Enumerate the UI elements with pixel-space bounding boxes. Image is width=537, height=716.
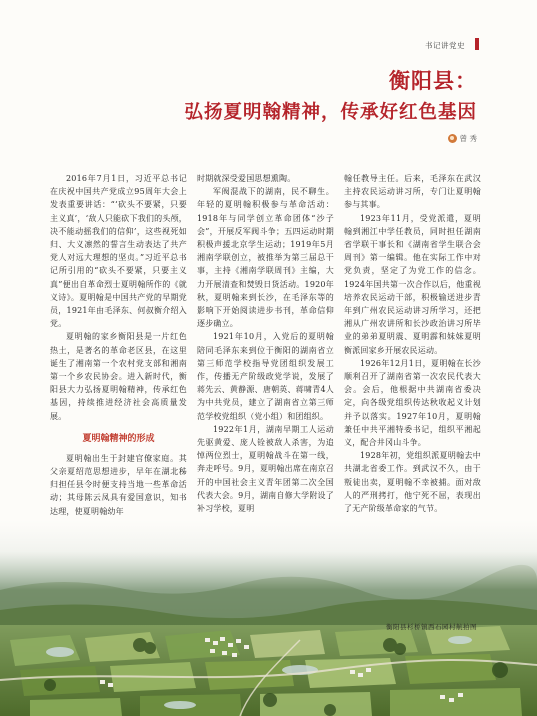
paragraph-continuation: 翰任教导主任。后来，毛泽东在武汉主持农民运动讲习所，专门让夏明翰参与其事。 bbox=[344, 174, 481, 210]
paragraph-continuation: 时期就深受爱国思想熏陶。 bbox=[197, 174, 296, 183]
paragraph: 1922年1月，湖南早期工人运动先驱黄爱、庞人铨被敌人杀害，为追悼两位烈士，夏明翰战斗在第一线，奔走呼号。9月，夏明翰出席在南京召开的中国社会主义青年团第二次全国代表大会。9月，湖南自修大学附设了补习学校，夏明 bbox=[197, 424, 334, 514]
article-title-main: 衡阳县： bbox=[389, 69, 477, 93]
paragraph: 夏明翰的家乡衡阳县是一片红色热土，是著名的革命老区县，在这里诞生了湘南第一个农村党支部和湘南第一个乡农民协会。进入新时代，衡阳县大力弘扬夏明翰精神，传承红色基因，持续推进经济社会高质量发展。 bbox=[50, 332, 187, 421]
aerial-village-photo bbox=[0, 520, 537, 716]
header-accent-bar bbox=[475, 38, 479, 50]
paragraph: 1921年10月，入党后的夏明翰陪同毛泽东来到位于衡阳的湖南省立第三师范学校指导党团组织发展工作，传播无产阶级政党学说，发展了蒋先云、黄静源、唐朝英、蒋啸青4人为中共党员，建立了湖南省立第三师范学校党组织（党小组）和团组织。 bbox=[197, 332, 334, 421]
photo-caption: 衡阳县杉桥镇西石园村航拍图 bbox=[386, 623, 477, 631]
author-name: 曾 秀 bbox=[459, 134, 477, 143]
header-section-label: 书记讲党史 bbox=[425, 41, 465, 50]
photo-top-fade bbox=[0, 520, 537, 590]
paragraph: 1926年12月1日，夏明翰在长沙顺利召开了湖南省第一次农民代表大会。会后，他根据中共湖南省委决定，向各级党组织传达秋收起义计划并予以落实。1927年10月，夏明翰兼任中共平湘特委书记，组织平湘起义，配合井冈山斗争。 bbox=[344, 358, 481, 448]
section-heading: 夏明翰精神的形成 bbox=[82, 433, 155, 444]
paragraph: 2016年7月1日，习近平总书记在庆祝中国共产党成立95周年大会上发表重要讲话：“‘砍头不要紧，只要主义真’，‘敌人只能砍下我们的头颅，决不能动摇我们的信仰’，这些视死如归、大义凛然的誓言生动表达了共产党人对远大理想的坚贞。”习近平总书记所引用的“砍头不要紧，只要主义真”便出自革命烈士夏明翰所作的《就义诗》。夏明翰是中国共产党的早期党员，1921年由毛泽东、何叔衡介绍入党。 bbox=[50, 174, 187, 329]
author-icon bbox=[448, 134, 457, 143]
paragraph: 夏明翰出生于封建官僚家庭。其父亲夏绍范思想进步，早年在湖北秭归担任县令时便支持当地一些革命活动；其母陈云凤具有爱国意识，知书达理，使夏明翰幼年 bbox=[50, 453, 187, 516]
author-line bbox=[448, 133, 477, 144]
paragraph: 军阀混战下的湖南，民不聊生。年轻的夏明翰积极参与革命活动：1918年与同学创立革命团体“沙子会”，开展反军阀斗争；五四运动时期积极声援北京学生运动；1919年5月湘南学联创立，被推举为第三届总干事，主持《湘南学联周刊》主编，大力开展清查和焚毁日货活动。1920年秋，夏明翰来到长沙，在毛泽东等的影响下开始阅读进步书刊，革命信仰逐步确立。 bbox=[197, 187, 334, 329]
paragraph: 1928年初，党组织派夏明翰去中共湖北省委工作。到武汉不久，由于叛徒出卖，夏明翰不幸被捕。面对敌人的严刑拷打，他宁死不屈，表现出了无产阶级革命家的气节。 bbox=[344, 451, 481, 514]
article-title-subtitle: 弘扬夏明翰精神，传承好红色基因 bbox=[184, 102, 477, 123]
paragraph: 1923年11月，受党派遣，夏明翰到湘江中学任教员，同时担任湖南省学联干事长和《湖南省学生联合会周刊》第一编辑。他在实际工作中对党负责，坚定了为党工作的信念。1924年国共第一次合作以后，他重视培养农民运动干部，积极输送进步青年到广州农民运动讲习所学习，还把湘从广州农讲所和长沙政治讲习所毕业的弟弟夏明震、夏明霹和妹妹夏明衡派回家乡开展农民运动。 bbox=[344, 213, 481, 355]
